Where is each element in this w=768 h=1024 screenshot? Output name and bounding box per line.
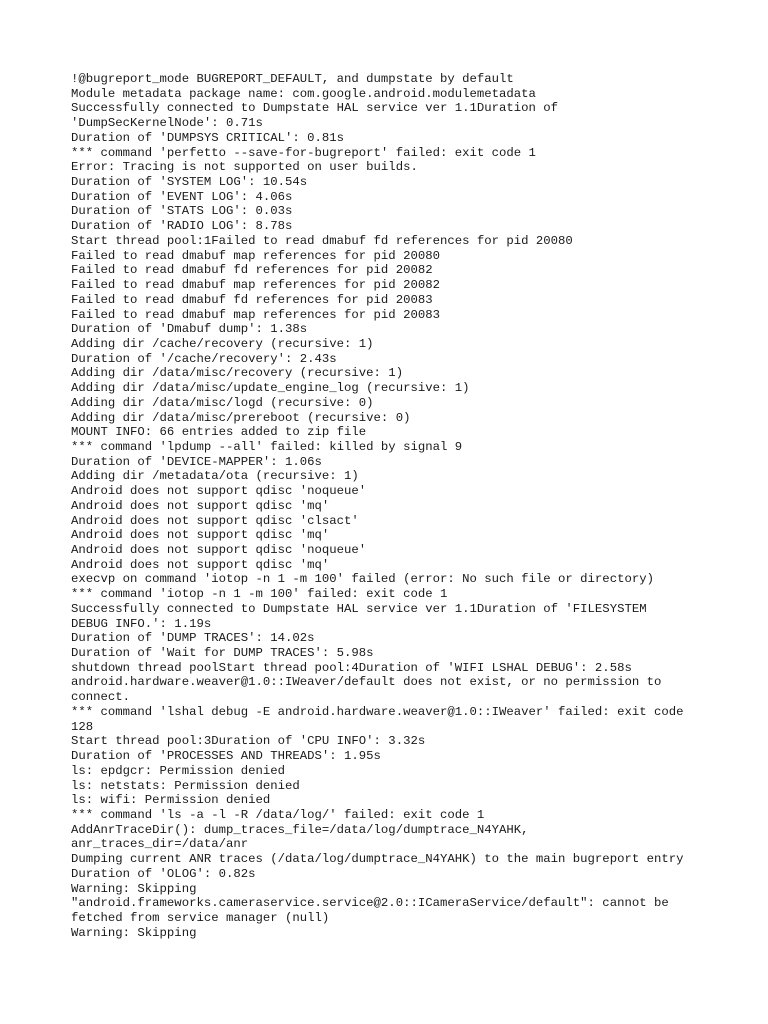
log-line: Failed to read dmabuf fd references for pid 20082 <box>71 263 433 278</box>
log-line: Error: Tracing is not supported on user builds. <box>71 160 418 175</box>
log-line: execvp on command 'iotop -n 1 -m 100' failed (error: No such file or directory) <box>71 572 654 587</box>
log-line: 128 <box>71 719 94 734</box>
log-line: Warning: Skipping <box>71 925 197 940</box>
log-line: *** command 'perfetto --save-for-bugreport' failed: exit code 1 <box>71 145 536 160</box>
log-line: Adding dir /data/misc/prereboot (recursive: 0) <box>71 410 411 425</box>
log-line: Warning: Skipping <box>71 881 197 896</box>
log-line: Adding dir /data/misc/logd (recursive: 0) <box>71 395 374 410</box>
log-line: *** command 'ls -a -l -R /data/log/' failed: exit code 1 <box>71 807 485 822</box>
log-line: Adding dir /cache/recovery (recursive: 1) <box>71 336 374 351</box>
log-line: Duration of 'STATS LOG': 0.03s <box>71 204 293 219</box>
log-line: Module metadata package name: com.google.android.modulemetadata <box>71 86 536 101</box>
log-line: Failed to read dmabuf map references for pid 20080 <box>71 248 440 263</box>
log-line: ls: wifi: Permission denied <box>71 793 271 808</box>
log-line: Failed to read dmabuf fd references for pid 20083 <box>71 292 433 307</box>
log-line: Android does not support qdisc 'mq' <box>71 498 330 513</box>
log-line: Successfully connected to Dumpstate HAL service ver 1.1Duration of <box>71 101 559 116</box>
log-line: Duration of 'PROCESSES AND THREADS': 1.95s <box>71 749 381 764</box>
log-line: Duration of '/cache/recovery': 2.43s <box>71 351 337 366</box>
log-line: Duration of 'RADIO LOG': 8.78s <box>71 219 293 234</box>
log-line: *** command 'lpdump --all' failed: killed by signal 9 <box>71 439 463 454</box>
log-line: !@bugreport_mode BUGREPORT_DEFAULT, and dumpstate by default <box>71 72 514 86</box>
log-line: *** command 'iotop -n 1 -m 100' failed: exit code 1 <box>71 587 448 602</box>
log-line: Duration of 'DEVICE-MAPPER': 1.06s <box>71 454 322 469</box>
log-line: AddAnrTraceDir(): dump_traces_file=/data/log/dumptrace_N4YAHK, <box>71 822 529 837</box>
log-line: Android does not support qdisc 'mq' <box>71 557 330 572</box>
log-line: Duration of 'Dmabuf dump': 1.38s <box>71 322 308 337</box>
log-text <box>71 72 711 940</box>
log-line: fetched from service manager (null) <box>71 910 330 925</box>
log-line: android.hardware.weaver@1.0::IWeaver/default does not exist, or no permission to <box>71 675 662 690</box>
log-line: Failed to read dmabuf map references for pid 20082 <box>71 278 440 293</box>
log-line: Duration of 'DUMP TRACES': 14.02s <box>71 631 315 646</box>
log-line: ls: netstats: Permission denied <box>71 778 300 793</box>
log-line: "android.frameworks.cameraservice.service@2.0::ICameraService/default": cannot be <box>71 896 669 911</box>
log-line: Successfully connected to Dumpstate HAL service ver 1.1Duration of 'FILESYSTEM <box>71 601 647 616</box>
log-line: Android does not support qdisc 'mq' <box>71 528 330 543</box>
log-line: ls: epdgcr: Permission denied <box>71 763 286 778</box>
log-line: Android does not support qdisc 'noqueue' <box>71 484 367 499</box>
log-line: anr_traces_dir=/data/anr <box>71 837 249 852</box>
log-line: Duration of 'OLOG': 0.82s <box>71 866 256 881</box>
log-line: Start thread pool:1Failed to read dmabuf fd references for pid 20080 <box>71 233 573 248</box>
log-line: Duration of 'EVENT LOG': 4.06s <box>71 189 293 204</box>
log-line: Adding dir /metadata/ota (recursive: 1) <box>71 469 359 484</box>
log-line: connect. <box>71 690 131 705</box>
log-line: Start thread pool:3Duration of 'CPU INFO': 3.32s <box>71 734 426 749</box>
log-line: Android does not support qdisc 'clsact' <box>71 513 359 528</box>
log-line: Failed to read dmabuf map references for pid 20083 <box>71 307 440 322</box>
log-line: DEBUG INFO.': 1.19s <box>71 616 212 631</box>
log-line: Adding dir /data/misc/update_engine_log (recursive: 1) <box>71 381 470 396</box>
log-line: Android does not support qdisc 'noqueue' <box>71 543 367 557</box>
log-line: *** command 'lshal debug -E android.hardware.weaver@1.0::IWeaver' failed: exit code <box>71 704 684 719</box>
log-line: Duration of 'SYSTEM LOG': 10.54s <box>71 175 308 190</box>
log-line: 'DumpSecKernelNode': 0.71s <box>71 116 263 131</box>
log-line: Adding dir /data/misc/recovery (recursive: 1) <box>71 366 404 381</box>
log-line: Duration of 'DUMPSYS CRITICAL': 0.81s <box>71 130 345 145</box>
log-line: shutdown thread poolStart thread pool:4Duration of 'WIFI LSHAL DEBUG': 2.58s <box>71 660 632 675</box>
log-line: Duration of 'Wait for DUMP TRACES': 5.98s <box>71 646 374 661</box>
log-line: MOUNT INFO: 66 entries added to zip file <box>71 425 367 440</box>
log-line: Dumping current ANR traces (/data/log/dumptrace_N4YAHK) to the main bugreport entry <box>71 852 684 867</box>
